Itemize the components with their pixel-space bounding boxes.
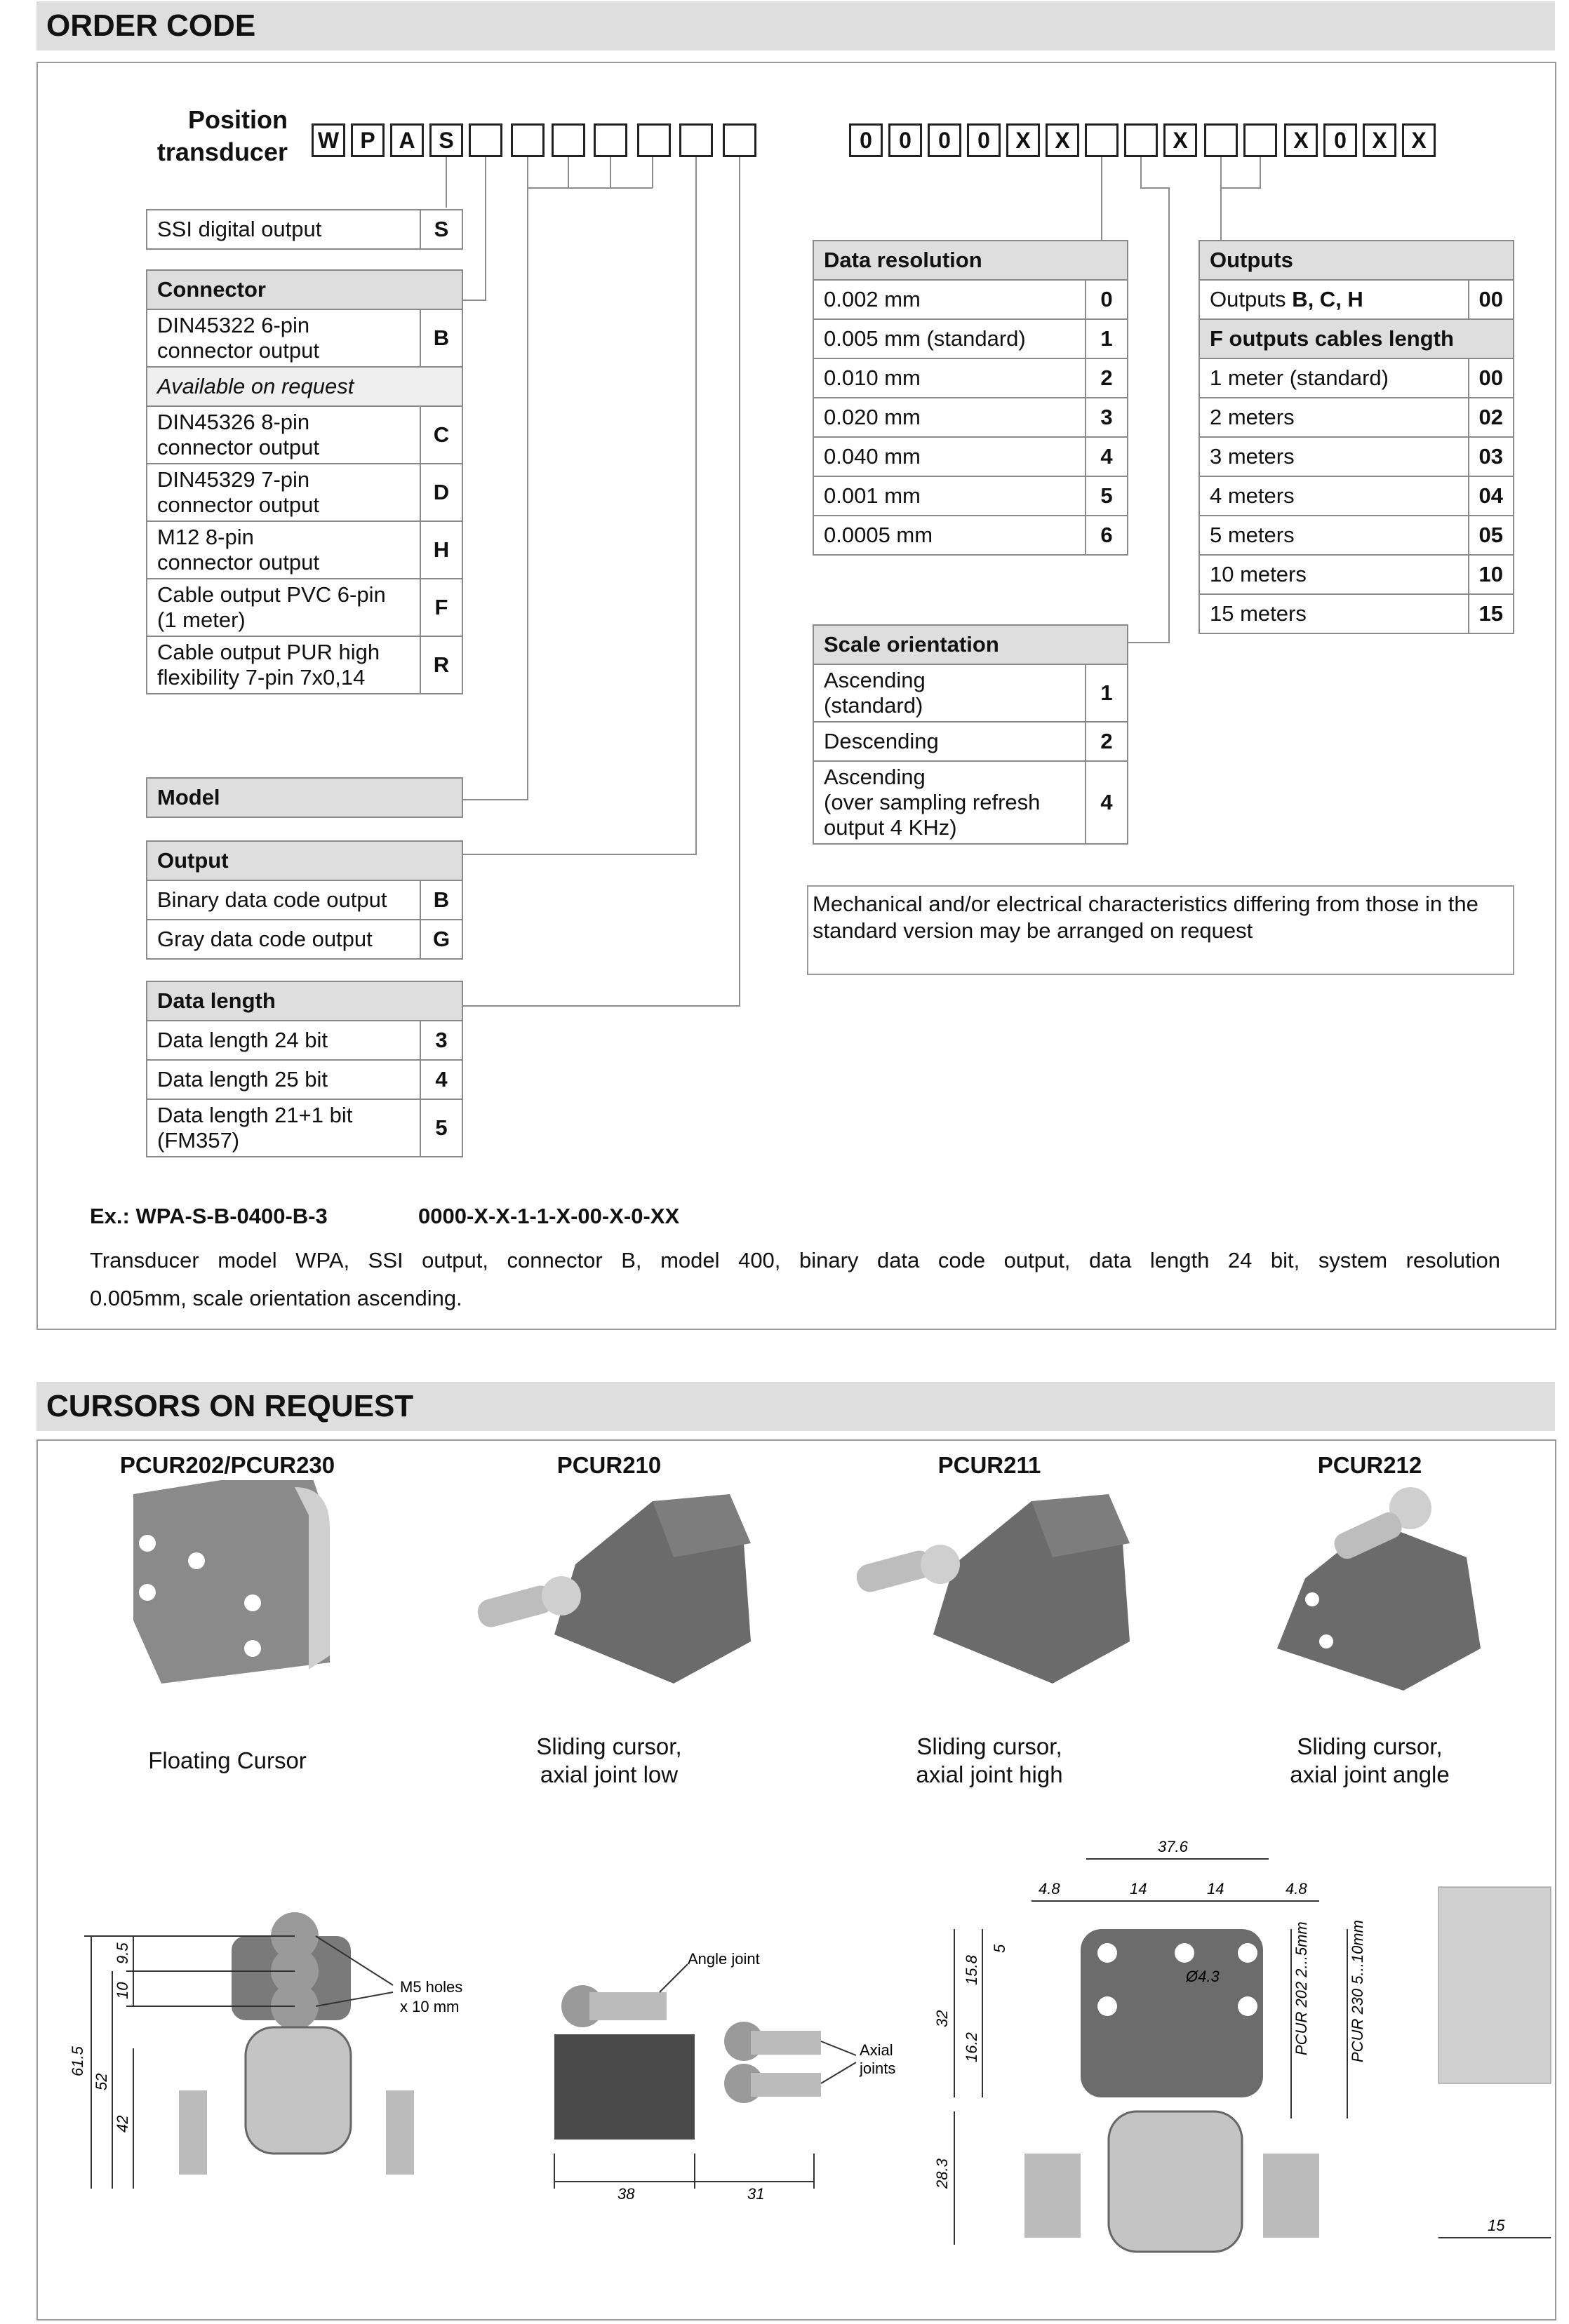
orientation-code: 4: [1086, 761, 1128, 844]
resolution-label: 0.005 mm (standard): [813, 319, 1086, 358]
resolution-label: 0.010 mm: [813, 358, 1086, 398]
table-row: [813, 319, 1128, 358]
cable-code: 03: [1469, 437, 1514, 476]
example-left: Ex.: WPA-S-B-0400-B-3: [90, 1204, 328, 1228]
table-row: [1199, 398, 1514, 437]
m5-label: x 10 mm: [400, 1998, 460, 2015]
cable-label: 2 meters: [1199, 398, 1469, 437]
outputs-code: 00: [1469, 280, 1514, 319]
cursor-title: PCUR211: [937, 1452, 1041, 1478]
cable-label: 3 meters: [1199, 437, 1469, 476]
left-dimension-drawing: [69, 1912, 462, 2189]
table-row: [1199, 594, 1514, 633]
dim-label: 28.3: [933, 2158, 951, 2189]
cable-code: 00: [1469, 358, 1514, 398]
resolution-label: 0.0005 mm: [813, 516, 1086, 555]
cursor-title: PCUR210: [556, 1452, 662, 1478]
orientation-label: Ascending (over sampling refresh output 4 KHz): [813, 761, 1086, 844]
table-row: [147, 1099, 462, 1157]
cursor-images: [0, 1480, 1569, 1691]
connector-code: R: [420, 636, 462, 694]
angle-joint-label: Angle joint: [688, 1950, 760, 1968]
code-box: 0: [888, 123, 922, 157]
section-title: CURSORS ON REQUEST: [46, 1389, 414, 1423]
cables-header: F outputs cables length: [1199, 319, 1514, 358]
cursors-header: [36, 1382, 1555, 1431]
example-right: 0000-X-X-1-1-X-00-X-0-XX: [418, 1204, 680, 1228]
table-row: [147, 521, 462, 579]
dim-label: 38: [617, 2185, 635, 2203]
ssi-label: SSI digital output: [147, 210, 420, 249]
connector-code: H: [420, 521, 462, 579]
technical-drawings: [0, 1824, 1569, 2315]
data-length-header: Data length: [147, 981, 462, 1021]
code-box: X: [1402, 123, 1436, 157]
connector-code: B: [420, 309, 462, 367]
table-row: [813, 516, 1128, 555]
scale-orientation-header: Scale orientation: [813, 625, 1128, 664]
table-row: [1199, 280, 1514, 319]
orientation-label: Ascending (standard): [813, 664, 1086, 722]
table-row: [813, 398, 1128, 437]
dim-label: 4.8: [1286, 1880, 1307, 1898]
diameter-label: Ø4.3: [1186, 1968, 1220, 1985]
resolution-label: 0.020 mm: [813, 398, 1086, 437]
output-header: Output: [147, 841, 462, 880]
dim-label: 52: [93, 2073, 110, 2090]
connector-header: Connector: [147, 270, 462, 309]
code-box: 0: [849, 123, 883, 157]
output-label: Binary data code output: [147, 880, 420, 920]
middle-dimension-drawing: [554, 1950, 895, 2203]
output-code: G: [420, 920, 462, 959]
dim-label: 15.8: [963, 1955, 980, 1985]
code-box: X: [1284, 123, 1318, 157]
cursor-caption: Sliding cursor, axial joint high: [916, 1733, 1063, 1787]
table-row: [147, 636, 462, 694]
table-row: [813, 476, 1128, 516]
cable-label: 4 meters: [1199, 476, 1469, 516]
table-row: [147, 880, 462, 920]
table-row: [813, 722, 1128, 761]
resolution-code: 4: [1086, 437, 1128, 476]
resolution-code: 3: [1086, 398, 1128, 437]
connector-table: [146, 269, 463, 694]
output-label: Gray data code output: [147, 920, 420, 959]
resolution-label: 0.002 mm: [813, 280, 1086, 319]
m5-label: M5 holes: [400, 1978, 463, 1996]
dim-label: 15: [1488, 2217, 1505, 2234]
pcur202-label: PCUR 202 2...5mm: [1293, 1921, 1310, 2055]
connector-code: C: [420, 406, 462, 464]
dim-label: 14: [1130, 1880, 1147, 1898]
dim-label: 16.2: [963, 2032, 980, 2062]
table-row: [813, 664, 1128, 722]
data-length-label: Data length 24 bit: [147, 1021, 420, 1060]
resolution-code: 2: [1086, 358, 1128, 398]
cable-label: 15 meters: [1199, 594, 1469, 633]
connector-label: M12 8-pin connector output: [147, 521, 420, 579]
connector-label: DIN45329 7-pin connector output: [147, 464, 420, 521]
model-table: [146, 777, 463, 818]
cursor-title: PCUR202/PCUR230: [119, 1452, 335, 1478]
connector-label: Cable output PUR high flexibility 7-pin 7x0,14: [147, 636, 420, 694]
pcur211-image: [854, 1494, 1130, 1684]
ssi-code: S: [420, 210, 462, 249]
code-box: X: [1163, 123, 1197, 157]
table-row: [813, 358, 1128, 398]
resolution-code: 1: [1086, 319, 1128, 358]
dim-label: 31: [747, 2185, 765, 2203]
dim-label: 9.5: [114, 1942, 131, 1964]
cursor-caption: Sliding cursor, axial joint angle: [1290, 1733, 1450, 1787]
axial-joints-label: joints: [860, 2060, 896, 2077]
ssi-table: [146, 209, 463, 250]
data-length-code: 5: [420, 1099, 462, 1157]
resolution-label: 0.001 mm: [813, 476, 1086, 516]
table-row: [147, 920, 462, 959]
cursor-title: PCUR212: [1317, 1452, 1422, 1478]
data-length-code: 3: [420, 1021, 462, 1060]
model-header: Model: [147, 778, 462, 817]
data-length-label: Data length 21+1 bit (FM357): [147, 1099, 420, 1157]
cable-code: 10: [1469, 555, 1514, 594]
orientation-code: 1: [1086, 664, 1128, 722]
dim-label: 32: [933, 2010, 951, 2027]
connector-code: F: [420, 579, 462, 636]
outputs-label: Outputs B, C, H: [1199, 280, 1469, 319]
output-code: B: [420, 880, 462, 920]
axial-joints-label: Axial: [860, 2041, 893, 2059]
table-row: [1199, 555, 1514, 594]
outputs-table: [1199, 240, 1514, 634]
data-resolution-header: Data resolution: [813, 241, 1128, 280]
dim-label: 10: [114, 1982, 131, 1999]
table-row: [813, 280, 1128, 319]
orientation-label: Descending: [813, 722, 1086, 761]
table-row: [147, 579, 462, 636]
table-row: [147, 1021, 462, 1060]
cable-label: 10 meters: [1199, 555, 1469, 594]
dim-label: 37.6: [1158, 1838, 1188, 1855]
cable-code: 02: [1469, 398, 1514, 437]
dim-label: 4.8: [1039, 1880, 1060, 1898]
resolution-code: 6: [1086, 516, 1128, 555]
cable-code: 04: [1469, 476, 1514, 516]
cable-label: 5 meters: [1199, 516, 1469, 555]
dim-label: 14: [1207, 1880, 1224, 1898]
resolution-code: 0: [1086, 280, 1128, 319]
table-row: [1199, 516, 1514, 555]
scale-orientation-table: [813, 624, 1128, 845]
table-row: [1199, 358, 1514, 398]
table-row: [147, 309, 462, 367]
position-transducer-label: Position transducer: [156, 105, 288, 166]
orientation-code: 2: [1086, 722, 1128, 761]
cable-code: 15: [1469, 594, 1514, 633]
connector-code: D: [420, 464, 462, 521]
data-length-code: 4: [420, 1060, 462, 1099]
code-box: X: [1006, 123, 1040, 157]
table-row: [147, 1060, 462, 1099]
table-row: [147, 464, 462, 521]
data-resolution-table: [813, 240, 1128, 556]
outputs-header: Outputs: [1199, 241, 1514, 280]
code-box: A: [390, 123, 424, 157]
data-length-label: Data length 25 bit: [147, 1060, 420, 1099]
floating-cursor-image: [133, 1480, 330, 1684]
pcur230-label: PCUR 230 5...10mm: [1349, 1920, 1366, 2062]
cable-code: 05: [1469, 516, 1514, 555]
code-box: S: [429, 123, 463, 157]
note-box: Mechanical and/or electrical characteristics differing from those in the standard version may be arranged on request: [807, 885, 1514, 975]
resolution-label: 0.040 mm: [813, 437, 1086, 476]
table-row: [147, 406, 462, 464]
table-row: [1199, 437, 1514, 476]
dim-label: 5: [991, 1944, 1008, 1953]
resolution-code: 5: [1086, 476, 1128, 516]
code-box: 0: [928, 123, 961, 157]
section-title: ORDER CODE: [46, 8, 256, 43]
pcur210-image: [475, 1494, 751, 1684]
pcur212-image: [1277, 1487, 1481, 1691]
connector-label: Cable output PVC 6-pin (1 meter): [147, 579, 420, 636]
code-box: 0: [1323, 123, 1357, 157]
table-row: [1199, 476, 1514, 516]
code-box: 0: [967, 123, 1001, 157]
cursor-caption: Sliding cursor, axial joint low: [536, 1733, 682, 1787]
data-length-table: [146, 981, 463, 1157]
output-table: [146, 840, 463, 960]
code-box: W: [312, 123, 345, 157]
table-row: [813, 437, 1128, 476]
right-dimension-drawing: [933, 1838, 1551, 2252]
code-box: P: [351, 123, 385, 157]
dim-label: 61.5: [69, 2046, 86, 2076]
dim-label: 42: [114, 2115, 131, 2132]
table-row: [813, 761, 1128, 844]
cable-label: 1 meter (standard): [1199, 358, 1469, 398]
on-request-label: Available on request: [147, 367, 462, 406]
connector-label: DIN45326 8-pin connector output: [147, 406, 420, 464]
cursor-caption: Floating Cursor: [148, 1747, 307, 1773]
table-row: [147, 210, 462, 249]
example-description: Transducer model WPA, SSI output, connector B, model 400, binary data code output, data length 24 bit, system resolution 0.005mm, scale orientation ascending.: [90, 1248, 1500, 1310]
connector-label: DIN45322 6-pin connector output: [147, 309, 420, 367]
code-box: X: [1046, 123, 1079, 157]
code-box: X: [1363, 123, 1396, 157]
